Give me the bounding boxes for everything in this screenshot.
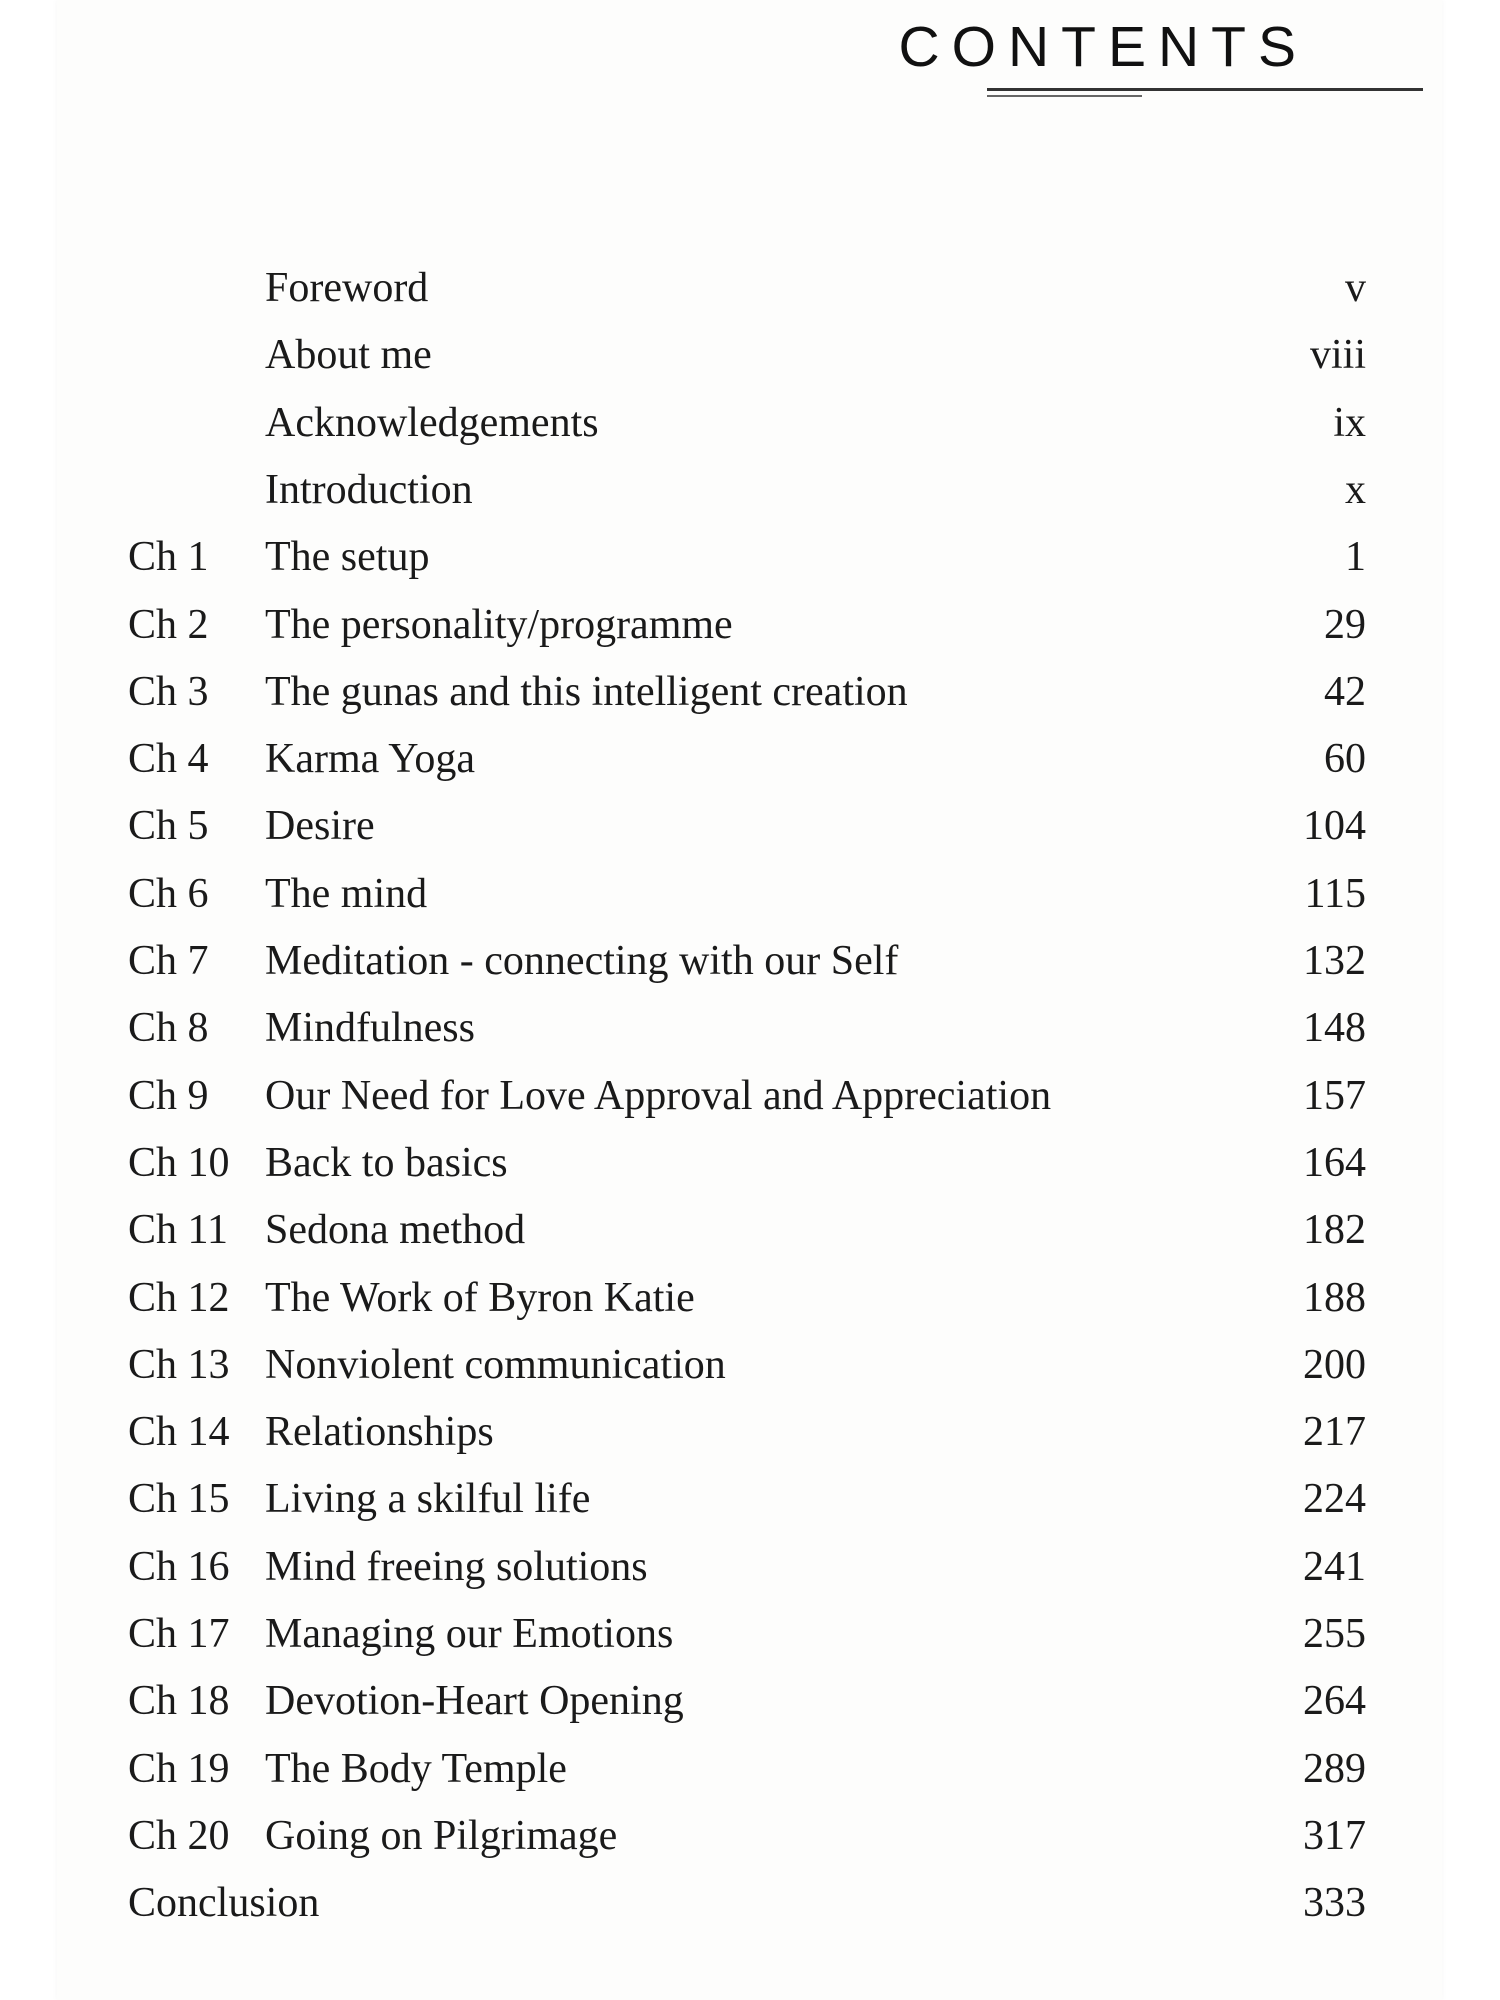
page-number: 188	[1303, 1275, 1366, 1321]
page-number: v	[1345, 265, 1366, 311]
entry-title: Back to basics	[265, 1140, 508, 1186]
entry-title: Managing our Emotions	[265, 1611, 674, 1657]
page-number: 115	[1304, 871, 1366, 917]
page-number: 132	[1303, 938, 1366, 984]
chapter-number: Ch 10	[128, 1140, 230, 1186]
toc-entry	[128, 1806, 1366, 1866]
page-number: 217	[1303, 1409, 1366, 1455]
page-number: 264	[1303, 1678, 1366, 1724]
chapter-number: Ch 1	[128, 534, 209, 580]
entry-title: The setup	[265, 534, 430, 580]
chapter-number: Ch 16	[128, 1544, 230, 1590]
toc-entry	[128, 796, 1366, 856]
toc-entry	[128, 998, 1366, 1058]
page-number: 333	[1303, 1880, 1366, 1926]
page-number: 289	[1303, 1746, 1366, 1792]
page-number: 224	[1303, 1476, 1366, 1522]
toc-entry	[128, 1268, 1366, 1328]
toc-entry	[265, 258, 1366, 318]
entry-title: Living a skilful life	[265, 1476, 591, 1522]
toc-entry	[265, 460, 1366, 520]
chapter-number: Ch 12	[128, 1275, 230, 1321]
toc-entry	[265, 325, 1366, 385]
entry-title: The mind	[265, 871, 428, 917]
page-number: 157	[1303, 1073, 1366, 1119]
chapter-number: Ch 9	[128, 1073, 209, 1119]
toc-entry	[128, 1402, 1366, 1462]
entry-title: Karma Yoga	[265, 736, 475, 782]
toc-entry	[128, 1335, 1366, 1395]
entry-title: Sedona method	[265, 1207, 526, 1253]
entry-title: Nonviolent communication	[265, 1342, 726, 1388]
toc-entry	[128, 1537, 1366, 1597]
chapter-number: Ch 3	[128, 669, 209, 715]
entry-title: Devotion-Heart Opening	[265, 1678, 684, 1724]
entry-title: Our Need for Love Approval and Appreciation	[265, 1073, 1052, 1119]
entry-title: Foreword	[265, 265, 429, 311]
toc-entry	[128, 527, 1366, 587]
chapter-number: Ch 4	[128, 736, 209, 782]
toc-entry	[128, 662, 1366, 722]
entry-title: Desire	[265, 803, 375, 849]
toc-entry	[128, 1604, 1366, 1664]
entry-title: Relationships	[265, 1409, 494, 1455]
page-number: 164	[1303, 1140, 1366, 1186]
entry-title: Going on Pilgrimage	[265, 1813, 618, 1859]
toc-entry	[128, 729, 1366, 789]
page-heading: CONTENTS	[898, 15, 1308, 79]
page-number: viii	[1309, 332, 1366, 378]
page-number: 317	[1303, 1813, 1366, 1859]
toc-entry	[128, 1739, 1366, 1799]
page-number: 148	[1303, 1005, 1366, 1051]
page-number: 60	[1324, 736, 1366, 782]
page-number: 255	[1303, 1611, 1366, 1657]
chapter-number: Ch 19	[128, 1746, 230, 1792]
entry-title: The Work of Byron Katie	[265, 1275, 695, 1321]
toc-entry	[128, 931, 1366, 991]
page-number: 200	[1303, 1342, 1366, 1388]
toc-entry	[128, 864, 1366, 924]
toc-entry	[128, 1200, 1366, 1260]
page-number: 42	[1324, 669, 1366, 715]
chapter-number: Ch 8	[128, 1005, 209, 1051]
chapter-number: Ch 13	[128, 1342, 230, 1388]
entry-title: The Body Temple	[265, 1746, 567, 1792]
entry-title: The personality/programme	[265, 602, 733, 648]
chapter-number: Ch 6	[128, 871, 209, 917]
toc-entry	[128, 1671, 1366, 1731]
page-number: ix	[1333, 400, 1366, 446]
toc-entry	[128, 1469, 1366, 1529]
chapter-number: Ch 2	[128, 602, 209, 648]
page-number: 241	[1303, 1544, 1366, 1590]
entry-title: About me	[265, 332, 432, 378]
chapter-number: Ch 5	[128, 803, 209, 849]
chapter-number: Ch 17	[128, 1611, 230, 1657]
page-number: 182	[1303, 1207, 1366, 1253]
chapter-number: Ch 7	[128, 938, 209, 984]
chapter-number: Ch 11	[128, 1207, 228, 1253]
entry-title: Conclusion	[128, 1880, 320, 1926]
entry-title: Mind freeing solutions	[265, 1544, 648, 1590]
entry-title: Mindfulness	[265, 1005, 475, 1051]
toc-entry	[128, 1066, 1366, 1126]
chapter-number: Ch 14	[128, 1409, 230, 1455]
entry-title: Acknowledgements	[265, 400, 599, 446]
toc-entry	[128, 595, 1366, 655]
page-number: 104	[1303, 803, 1366, 849]
toc-entry	[265, 393, 1366, 453]
chapter-number: Ch 20	[128, 1813, 230, 1859]
toc-entry	[128, 1133, 1366, 1193]
page-number: 1	[1345, 534, 1366, 580]
chapter-number: Ch 18	[128, 1678, 230, 1724]
page-number: 29	[1324, 602, 1366, 648]
page-number: x	[1345, 467, 1366, 513]
entry-title: The gunas and this intelligent creation	[265, 669, 908, 715]
toc-entry	[128, 1873, 1366, 1933]
entry-title: Introduction	[265, 467, 473, 513]
entry-title: Meditation - connecting with our Self	[265, 938, 899, 984]
chapter-number: Ch 15	[128, 1476, 230, 1522]
